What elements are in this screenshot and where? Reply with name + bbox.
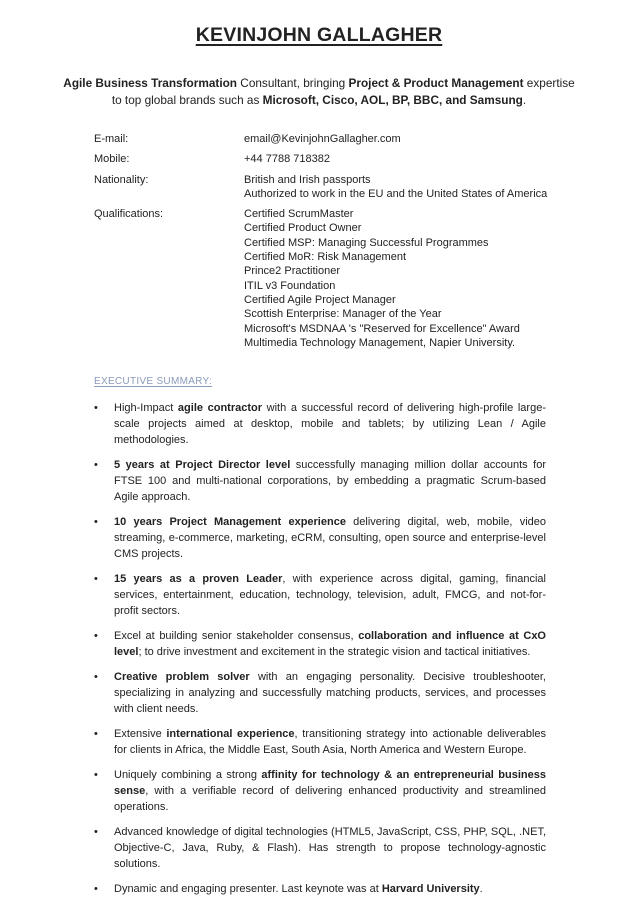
nationality-line: Authorized to work in the EU and the United States of America xyxy=(244,187,548,200)
summary-bullet-list xyxy=(94,400,546,906)
bullet-plain-text: ; to drive investment and excitement in the strategic vision and tactical initiatives. xyxy=(138,646,531,658)
bullet-dot-icon: • xyxy=(94,630,98,642)
email-value: email@KevinjohnGallagher.com xyxy=(244,133,401,145)
bullet-bold-text: agile contractor xyxy=(177,402,263,414)
bullet-bold-text: Harvard University xyxy=(381,883,480,895)
bullet-dot-icon: • xyxy=(94,573,98,585)
bullet-bold-text: affinity for technology & an entrepreneurial business sense xyxy=(114,769,546,797)
bullet-dot-icon: • xyxy=(94,728,98,740)
bullet-dot-icon: • xyxy=(94,516,98,528)
bullet-plain-text: Extensive xyxy=(114,728,167,740)
bullet-dot-icon: • xyxy=(94,459,98,471)
bullet-text xyxy=(114,669,546,717)
bullet-plain-text: Uniquely combining a strong xyxy=(114,769,262,781)
bullet-bold-text: collaboration and influence at CxO level xyxy=(114,630,546,658)
bullet-text xyxy=(114,628,546,660)
bullet-text xyxy=(114,457,546,505)
mobile-row xyxy=(94,152,564,166)
bullet-plain-text: with a successful record of delivering high-profile large-scale projects aimed at desktop, mobile and tablets; by utilizing Lean / Agile methodologies. xyxy=(114,402,546,446)
summary-bullet xyxy=(94,726,546,758)
section-heading-executive-summary xyxy=(94,376,212,387)
bullet-text xyxy=(114,824,546,872)
bullet-plain-text: successfully managing million dollar accounts for FTSE 100 and multi-national corporations, by embedding a pragmatic Scrum-based Agile approach. xyxy=(114,459,546,503)
bullet-plain-text: Advanced knowledge of digital technologies (HTML5, JavaScript, CSS, PHP, SQL, .NET, Objective-C, Java, Ruby, & Flash). Has strength to propose technology-agnostic solutions. xyxy=(114,826,546,870)
bullet-text xyxy=(114,400,546,448)
bullet-plain-text: , with a verifiable record of delivering enhanced productivity and streamlined operations. xyxy=(114,785,546,813)
intro-bold-3: Project & Product Management xyxy=(348,76,524,90)
intro-bold-1: Agile Business Transformation xyxy=(63,76,238,90)
summary-bullet xyxy=(94,514,546,562)
bullet-text xyxy=(114,726,546,758)
nationality-value xyxy=(244,173,564,202)
qualification-item: Certified Product Owner xyxy=(244,222,362,235)
intro-text-6: . xyxy=(522,93,527,107)
qualification-item: Prince2 Practitioner xyxy=(244,265,340,278)
qualification-item: Microsoft's MSDNAA 's "Reserved for Excellence" Award xyxy=(244,322,520,335)
contact-details xyxy=(94,132,564,350)
qualification-item: Certified MSP: Managing Successful Programmes xyxy=(244,236,489,249)
summary-bullet xyxy=(94,457,546,505)
bullet-plain-text: . xyxy=(479,883,483,895)
bullet-bold-text: Creative problem solver xyxy=(114,671,250,683)
bullet-dot-icon: • xyxy=(94,671,98,683)
bullet-bold-text: 10 years Project Management experience xyxy=(114,516,346,528)
qualification-item: Certified Agile Project Manager xyxy=(244,293,396,306)
qualification-item: Scottish Enterprise: Manager of the Year xyxy=(244,308,442,321)
section-heading-text: EXECUTIVE SUMMARY: xyxy=(94,376,213,387)
qualifications-list xyxy=(244,207,564,350)
bullet-bold-text: 15 years as a proven Leader xyxy=(114,573,283,585)
summary-bullet xyxy=(94,400,546,448)
qualifications-row xyxy=(94,207,564,350)
bullet-plain-text: delivering digital, web, mobile, video streaming, e-commerce, marketing, eCRM, consulting, open source and enterprise-level CMS projects. xyxy=(114,516,546,560)
intro-statement xyxy=(60,75,578,109)
bullet-plain-text: , transitioning strategy into actionable deliverables for clients in Africa, the Middle East, South Asia, North America and Western Europe. xyxy=(114,728,547,756)
summary-bullet xyxy=(94,571,546,619)
bullet-bold-text: international experience xyxy=(166,728,295,740)
bullet-plain-text: Excel at building senior stakeholder consensus, xyxy=(114,630,359,642)
nationality-row xyxy=(94,173,564,202)
bullet-text xyxy=(114,571,546,619)
mobile-value: +44 7788 718382 xyxy=(244,153,330,166)
candidate-name-text: KEVINJOHN GALLAGHER xyxy=(195,24,443,46)
bullet-dot-icon: • xyxy=(94,769,98,781)
nationality-line: British and Irish passports xyxy=(244,173,371,186)
summary-bullet xyxy=(94,669,546,717)
bullet-text xyxy=(114,767,546,815)
bullet-dot-icon: • xyxy=(94,826,98,838)
bullet-plain-text: , with experience across digital, gaming, financial services, entertainment, education, technology, television, adult, FMCG, and not-for-profit sectors. xyxy=(114,573,546,617)
qualification-item: Certified MoR: Risk Management xyxy=(244,251,407,264)
summary-bullet xyxy=(94,767,546,815)
qualification-item: ITIL v3 Foundation xyxy=(244,279,336,292)
summary-bullet xyxy=(94,881,546,897)
qualifications-label: Qualifications: xyxy=(94,208,164,221)
bullet-plain-text: Dynamic and engaging presenter. Last keynote was at xyxy=(114,883,382,895)
intro-text-4: expertise to top global brands such as xyxy=(111,76,575,107)
email-label: E-mail: xyxy=(94,133,129,145)
email-row xyxy=(94,132,564,146)
bullet-dot-icon: • xyxy=(94,402,98,414)
intro-text-2: Consultant, bringing xyxy=(237,76,349,90)
bullet-plain-text: High-Impact xyxy=(114,402,178,414)
bullet-dot-icon: • xyxy=(94,883,98,895)
bullet-text xyxy=(114,514,546,562)
qualification-item: Multimedia Technology Management, Napier University. xyxy=(244,336,516,349)
intro-bold-5: Microsoft, Cisco, AOL, BP, BBC, and Samsung xyxy=(262,93,523,107)
summary-bullet xyxy=(94,628,546,660)
bullet-bold-text: 5 years at Project Director level xyxy=(114,459,291,471)
candidate-name xyxy=(0,24,638,47)
qualification-item: Certified ScrumMaster xyxy=(244,208,354,221)
bullet-text xyxy=(114,881,546,897)
nationality-label: Nationality: xyxy=(94,173,149,186)
summary-bullet xyxy=(94,824,546,872)
mobile-label: Mobile: xyxy=(94,153,130,166)
bullet-plain-text: with an engaging personality. Decisive troubleshooter, specializing in analyzing and successfully matching products, services, and processes with client needs. xyxy=(114,671,546,715)
